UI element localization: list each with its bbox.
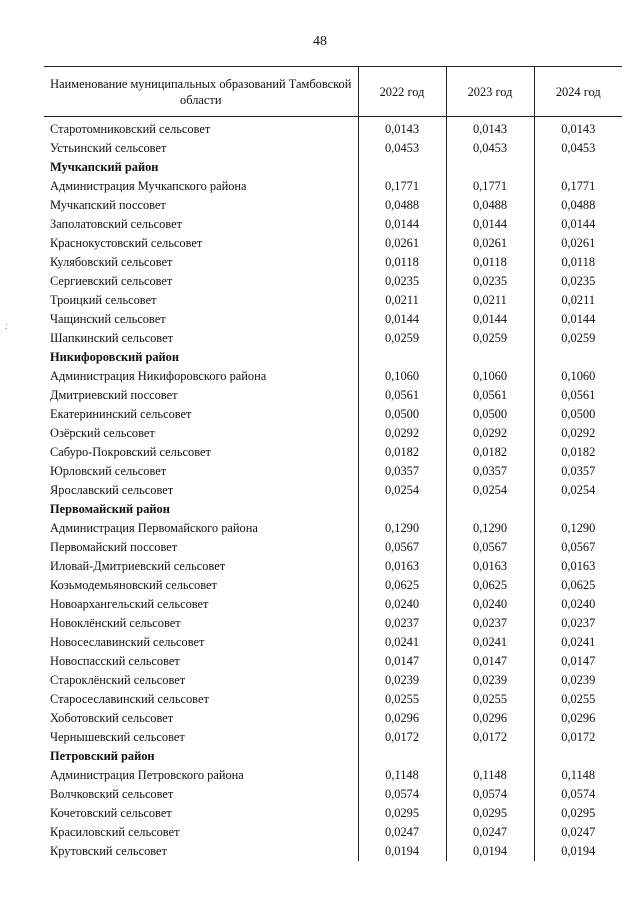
value-2024: 0,1060 (534, 367, 622, 386)
value-2022: 0,0357 (358, 462, 446, 481)
value-2024: 0,0211 (534, 291, 622, 310)
table-row (44, 709, 622, 728)
value-2022: 0,0237 (358, 614, 446, 633)
value-2024: 0,0147 (534, 652, 622, 671)
table-row (44, 329, 622, 348)
value-2022: 0,0574 (358, 785, 446, 804)
value-2023: 0,0143 (446, 117, 534, 140)
table-row (44, 139, 622, 158)
table-row (44, 785, 622, 804)
district-name: Никифоровский район (50, 350, 180, 364)
municipality-name: Сабуро-Покровский сельсовет (50, 445, 211, 459)
table-row (44, 728, 622, 747)
value-2023: 0,0254 (446, 481, 534, 500)
value-2023: 0,0247 (446, 823, 534, 842)
municipality-name: Ярославский сельсовет (50, 483, 174, 497)
municipality-name: Старосеславинский сельсовет (50, 692, 209, 706)
table-header-row (44, 67, 622, 117)
table-row (44, 253, 622, 272)
table-row (44, 576, 622, 595)
table-row (44, 481, 622, 500)
value-2023: 0,0144 (446, 310, 534, 329)
municipality-name: Заполатовский сельсовет (50, 217, 183, 231)
table-row (44, 519, 622, 538)
value-2023: 0,0194 (446, 842, 534, 861)
municipality-name: Юрловский сельсовет (50, 464, 167, 478)
value-2024: 0,0567 (534, 538, 622, 557)
value-2022: 0,0259 (358, 329, 446, 348)
header-year-2024: 2024 год (534, 67, 622, 117)
value-2023: 0,0241 (446, 633, 534, 652)
table-row (44, 177, 622, 196)
municipality-name: Козьмодемьяновский сельсовет (50, 578, 217, 592)
value-2024: 0,0357 (534, 462, 622, 481)
value-2024: 0,0574 (534, 785, 622, 804)
table-row (44, 215, 622, 234)
table-row (44, 633, 622, 652)
value-2023: 0,0261 (446, 234, 534, 253)
value-2022: 0,0211 (358, 291, 446, 310)
district-heading-row (44, 348, 622, 367)
value-2022: 0,0239 (358, 671, 446, 690)
table-row (44, 557, 622, 576)
value-2023: 0,0357 (446, 462, 534, 481)
table-row (44, 196, 622, 215)
value-2022 (358, 348, 446, 367)
district-heading-row (44, 158, 622, 177)
table-row (44, 766, 622, 785)
value-2024 (534, 747, 622, 766)
municipality-name: Новоклёнский сельсовет (50, 616, 181, 630)
municipality-name: Чернышевский сельсовет (50, 730, 185, 744)
municipality-name: Шапкинский сельсовет (50, 331, 173, 345)
value-2023: 0,0500 (446, 405, 534, 424)
municipality-name: Троицкий сельсовет (50, 293, 157, 307)
value-2023: 0,0182 (446, 443, 534, 462)
value-2024: 0,0488 (534, 196, 622, 215)
municipality-name: Администрация Мучкапского района (50, 179, 247, 193)
value-2024: 0,0118 (534, 253, 622, 272)
table-row (44, 405, 622, 424)
value-2022: 0,0163 (358, 557, 446, 576)
value-2023 (446, 348, 534, 367)
value-2024: 0,0235 (534, 272, 622, 291)
value-2022: 0,0453 (358, 139, 446, 158)
municipality-name: Сергиевский сельсовет (50, 274, 173, 288)
page-number: 48 (313, 34, 327, 49)
value-2023: 0,0488 (446, 196, 534, 215)
value-2022: 0,0567 (358, 538, 446, 557)
value-2024: 0,0241 (534, 633, 622, 652)
value-2022: 0,1290 (358, 519, 446, 538)
value-2024: 0,1290 (534, 519, 622, 538)
value-2022 (358, 747, 446, 766)
municipality-name: Устьинский сельсовет (50, 141, 167, 155)
allocation-table (44, 66, 622, 861)
value-2023 (446, 500, 534, 519)
value-2022: 0,0488 (358, 196, 446, 215)
header-year-2023: 2023 год (446, 67, 534, 117)
value-2022 (358, 158, 446, 177)
value-2023: 0,0295 (446, 804, 534, 823)
municipality-name: Екатерининский сельсовет (50, 407, 192, 421)
table-row (44, 272, 622, 291)
value-2024: 0,0296 (534, 709, 622, 728)
table-row (44, 291, 622, 310)
value-2022: 0,0143 (358, 117, 446, 140)
municipality-name: Новосеславинский сельсовет (50, 635, 205, 649)
municipality-name: Озёрский сельсовет (50, 426, 155, 440)
municipality-name: Новоспасский сельсовет (50, 654, 180, 668)
value-2024: 0,0625 (534, 576, 622, 595)
table-row (44, 462, 622, 481)
municipality-name: Администрация Первомайского района (50, 521, 258, 535)
value-2024: 0,0453 (534, 139, 622, 158)
value-2023 (446, 747, 534, 766)
value-2024: 0,0261 (534, 234, 622, 253)
district-name: Петровский район (50, 749, 155, 763)
value-2024: 0,0194 (534, 842, 622, 861)
value-2023: 0,0259 (446, 329, 534, 348)
table-row (44, 367, 622, 386)
table-row (44, 823, 622, 842)
municipality-name: Красиловский сельсовет (50, 825, 180, 839)
value-2022: 0,0147 (358, 652, 446, 671)
value-2023: 0,0567 (446, 538, 534, 557)
value-2023: 0,0240 (446, 595, 534, 614)
municipality-name: Мучкапский поссовет (50, 198, 166, 212)
municipality-name: Кочетовский сельсовет (50, 806, 172, 820)
value-2023: 0,0235 (446, 272, 534, 291)
municipality-name: Хоботовский сельсовет (50, 711, 174, 725)
municipality-name: Администрация Петровского района (50, 768, 244, 782)
value-2024: 0,0247 (534, 823, 622, 842)
value-2024: 0,0255 (534, 690, 622, 709)
value-2022: 0,0172 (358, 728, 446, 747)
value-2022: 0,0261 (358, 234, 446, 253)
value-2024: 0,1148 (534, 766, 622, 785)
value-2022: 0,0295 (358, 804, 446, 823)
value-2022: 0,0118 (358, 253, 446, 272)
municipality-name: Дмитриевский поссовет (50, 388, 178, 402)
value-2023: 0,1148 (446, 766, 534, 785)
value-2024: 0,0259 (534, 329, 622, 348)
value-2023: 0,0296 (446, 709, 534, 728)
table-row (44, 424, 622, 443)
value-2023: 0,0172 (446, 728, 534, 747)
value-2023: 0,0237 (446, 614, 534, 633)
value-2022: 0,1060 (358, 367, 446, 386)
district-heading-row (44, 747, 622, 766)
value-2023: 0,0574 (446, 785, 534, 804)
value-2024: 0,0144 (534, 310, 622, 329)
value-2022: 0,0255 (358, 690, 446, 709)
value-2024: 0,0239 (534, 671, 622, 690)
value-2022: 0,0500 (358, 405, 446, 424)
value-2024: 0,0561 (534, 386, 622, 405)
table-row (44, 386, 622, 405)
value-2024: 0,0182 (534, 443, 622, 462)
value-2023: 0,0292 (446, 424, 534, 443)
value-2023: 0,0144 (446, 215, 534, 234)
value-2024 (534, 500, 622, 519)
municipality-name: Чащинский сельсовет (50, 312, 166, 326)
table-row (44, 614, 622, 633)
value-2023: 0,0211 (446, 291, 534, 310)
value-2022: 0,1148 (358, 766, 446, 785)
value-2024: 0,0292 (534, 424, 622, 443)
table-row (44, 804, 622, 823)
value-2022: 0,0296 (358, 709, 446, 728)
value-2023: 0,0147 (446, 652, 534, 671)
table-row (44, 652, 622, 671)
district-heading-row (44, 500, 622, 519)
value-2023: 0,0163 (446, 557, 534, 576)
value-2023: 0,0625 (446, 576, 534, 595)
value-2024: 0,0172 (534, 728, 622, 747)
value-2023: 0,0255 (446, 690, 534, 709)
municipality-name: Крутовский сельсовет (50, 844, 167, 858)
value-2023: 0,0239 (446, 671, 534, 690)
municipality-name: Краснокустовский сельсовет (50, 236, 203, 250)
value-2024 (534, 158, 622, 177)
value-2022: 0,0235 (358, 272, 446, 291)
table-row (44, 310, 622, 329)
value-2023: 0,1290 (446, 519, 534, 538)
value-2024: 0,1771 (534, 177, 622, 196)
value-2022: 0,0254 (358, 481, 446, 500)
value-2024: 0,0500 (534, 405, 622, 424)
header-year-2022: 2022 год (358, 67, 446, 117)
municipality-name: Новоархангельский сельсовет (50, 597, 209, 611)
value-2022: 0,0241 (358, 633, 446, 652)
value-2022: 0,0247 (358, 823, 446, 842)
value-2024: 0,0143 (534, 117, 622, 140)
table-row (44, 595, 622, 614)
value-2024: 0,0295 (534, 804, 622, 823)
value-2023: 0,1060 (446, 367, 534, 386)
table-row (44, 117, 622, 140)
value-2022: 0,0561 (358, 386, 446, 405)
value-2024: 0,0254 (534, 481, 622, 500)
table-row (44, 671, 622, 690)
value-2022: 0,1771 (358, 177, 446, 196)
header-municipality-name: Наименование муниципальных образований Тамбовской области (44, 67, 358, 117)
municipality-name: Администрация Никифоровского района (50, 369, 267, 383)
value-2023: 0,0118 (446, 253, 534, 272)
value-2023 (446, 158, 534, 177)
municipality-name: Первомайский поссовет (50, 540, 178, 554)
municipality-name: Кулябовский сельсовет (50, 255, 173, 269)
municipality-name: Старотомниковский сельсовет (50, 122, 211, 136)
value-2022: 0,0182 (358, 443, 446, 462)
value-2023: 0,0561 (446, 386, 534, 405)
district-name: Мучкапский район (50, 160, 159, 174)
table-row (44, 690, 622, 709)
value-2024: 0,0144 (534, 215, 622, 234)
value-2024: 0,0240 (534, 595, 622, 614)
table-body (44, 117, 622, 862)
municipality-name: Староклёнский сельсовет (50, 673, 186, 687)
scan-edge-mark: : (5, 321, 8, 332)
value-2022: 0,0144 (358, 310, 446, 329)
table-row (44, 443, 622, 462)
value-2023: 0,1771 (446, 177, 534, 196)
value-2024: 0,0237 (534, 614, 622, 633)
value-2023: 0,0453 (446, 139, 534, 158)
table-row (44, 234, 622, 253)
table-row (44, 538, 622, 557)
value-2022 (358, 500, 446, 519)
value-2022: 0,0292 (358, 424, 446, 443)
municipality-name: Иловай-Дмитриевский сельсовет (50, 559, 226, 573)
district-name: Первомайский район (50, 502, 170, 516)
municipality-name: Волчковский сельсовет (50, 787, 174, 801)
value-2022: 0,0625 (358, 576, 446, 595)
value-2022: 0,0240 (358, 595, 446, 614)
value-2024: 0,0163 (534, 557, 622, 576)
value-2022: 0,0144 (358, 215, 446, 234)
table-row (44, 842, 622, 861)
value-2024 (534, 348, 622, 367)
value-2022: 0,0194 (358, 842, 446, 861)
